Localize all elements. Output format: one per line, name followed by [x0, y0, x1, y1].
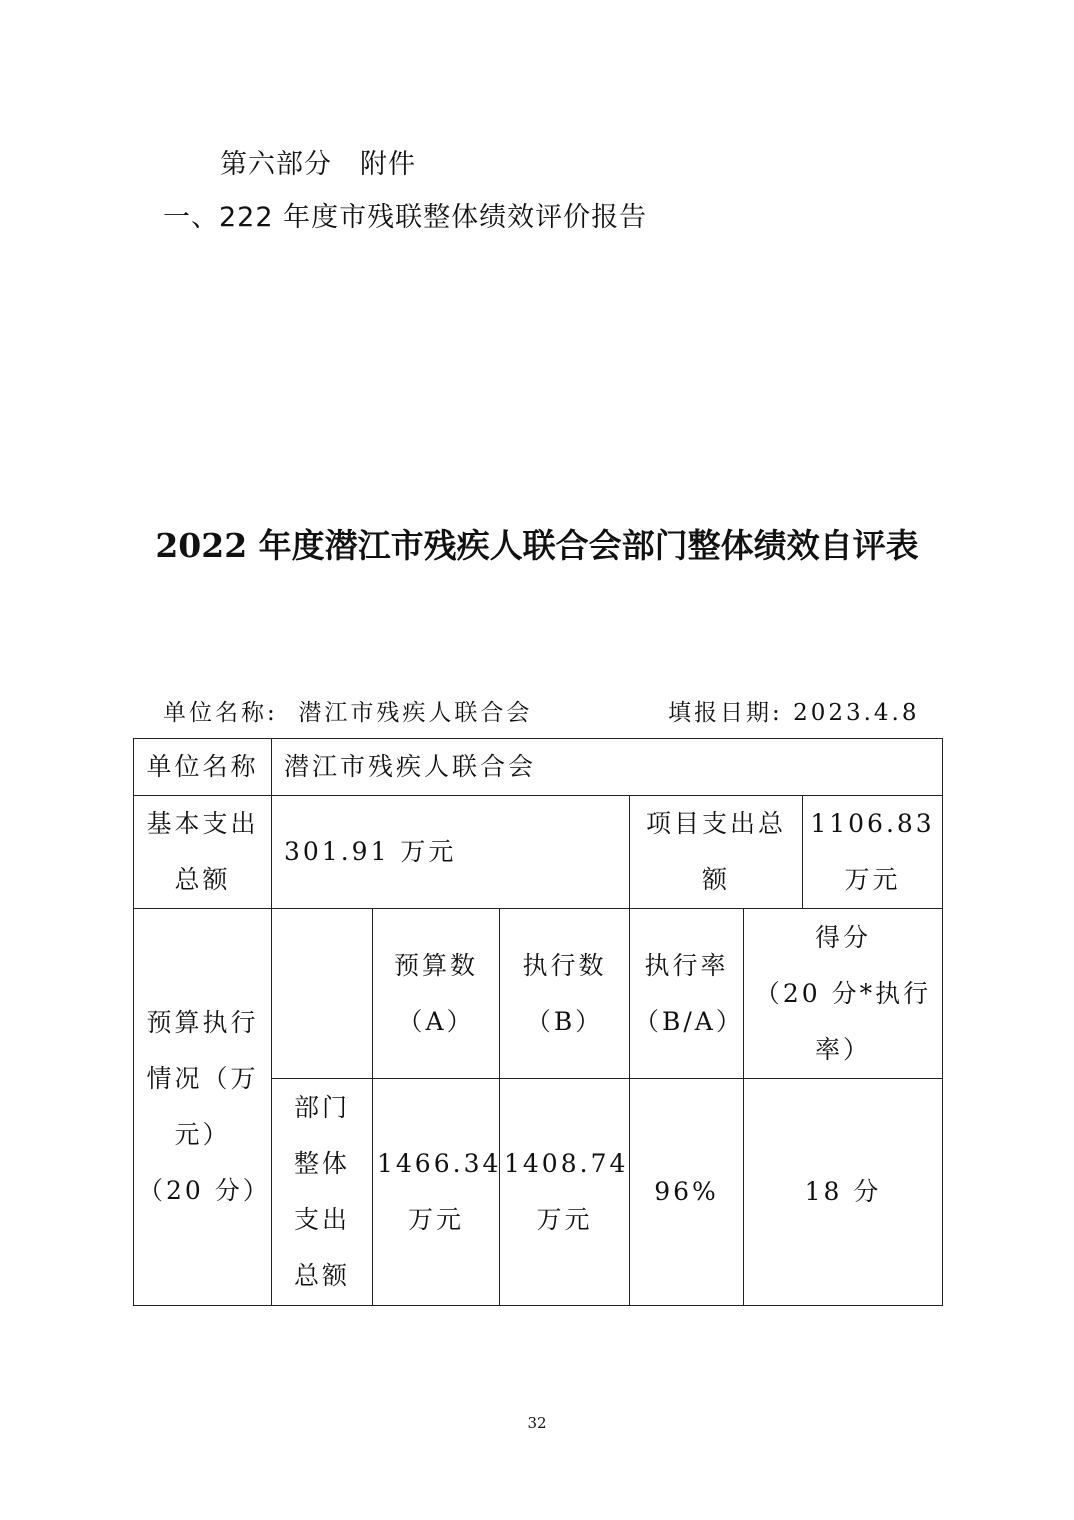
row-label-line-3: 支出 — [293, 1205, 350, 1234]
form-title: 2022 年度潜江市残疾人联合会部门整体绩效自评表 — [155, 526, 919, 565]
col-score-line-2: （20 分*执行 — [754, 978, 932, 1008]
exec-amount-line-1: 1408.74 — [504, 1149, 629, 1178]
col-header-budget — [373, 909, 500, 1079]
unit-name-label: 单位名称 — [134, 739, 272, 796]
budget-execution-label — [134, 909, 272, 1306]
col-exec-line-1: 执行数 — [522, 950, 607, 980]
col-rate-line-2: （B/A） — [634, 1006, 744, 1036]
budget-label-line-3: 元） — [174, 1120, 231, 1149]
col-score-line-1: 得分 — [815, 922, 872, 952]
basic-expense-value: 301.91 万元 — [272, 796, 630, 909]
project-value-line-1: 1106.83 — [810, 809, 935, 838]
cell-budget-amount — [373, 1079, 500, 1306]
basic-label-line-2: 总额 — [174, 865, 231, 894]
basic-expense-label — [134, 796, 272, 909]
cell-exec-amount — [500, 1079, 630, 1306]
cell-score: 18 分 — [744, 1079, 943, 1306]
cell-exec-rate: 96% — [630, 1079, 744, 1306]
unit-meta-label: 单位名称: — [163, 700, 278, 726]
budget-amount-line-2: 万元 — [407, 1205, 464, 1234]
page-number: 32 — [527, 1414, 547, 1432]
col-score-line-3: 率） — [815, 1034, 872, 1064]
unit-name-value: 潜江市残疾人联合会 — [272, 739, 943, 796]
budget-label-line-2: 情况（万 — [146, 1064, 259, 1093]
section-subtitle: 一、222 年度市残联整体绩效评价报告 — [163, 202, 648, 233]
date-meta — [668, 694, 919, 727]
budget-label-line-4: （20 分） — [138, 1176, 271, 1205]
date-meta-label: 填报日期: — [668, 700, 783, 726]
part-heading: 第六部分 附件 — [220, 149, 416, 180]
row-label-line-1: 部门 — [293, 1093, 350, 1122]
unit-meta-value: 潜江市残疾人联合会 — [298, 700, 533, 726]
project-expense-value — [803, 796, 943, 909]
performance-table — [133, 738, 943, 1306]
date-meta-value: 2023.4.8 — [793, 700, 920, 726]
exec-amount-line-2: 万元 — [536, 1205, 593, 1234]
unit-meta — [163, 694, 532, 727]
col-rate-line-1: 执行率 — [644, 950, 729, 980]
row-label-dept-total — [272, 1079, 373, 1306]
col-header-rate — [630, 909, 744, 1079]
col-budget-line-1: 预算数 — [393, 950, 478, 980]
row-label-line-2: 整体 — [293, 1149, 350, 1178]
row-label-line-4: 总额 — [293, 1261, 350, 1290]
empty-header-cell — [272, 909, 373, 1079]
basic-label-line-1: 基本支出 — [146, 809, 259, 838]
project-value-line-2: 万元 — [844, 865, 901, 894]
col-exec-line-2: （B） — [525, 1006, 604, 1036]
project-expense-label: 项目支出总额 — [630, 796, 803, 909]
col-header-score — [744, 909, 943, 1079]
budget-label-line-1: 预算执行 — [146, 1008, 259, 1037]
col-header-exec — [500, 909, 630, 1079]
budget-amount-line-1: 1466.34 — [377, 1149, 502, 1178]
col-budget-line-2: （A） — [397, 1006, 475, 1036]
